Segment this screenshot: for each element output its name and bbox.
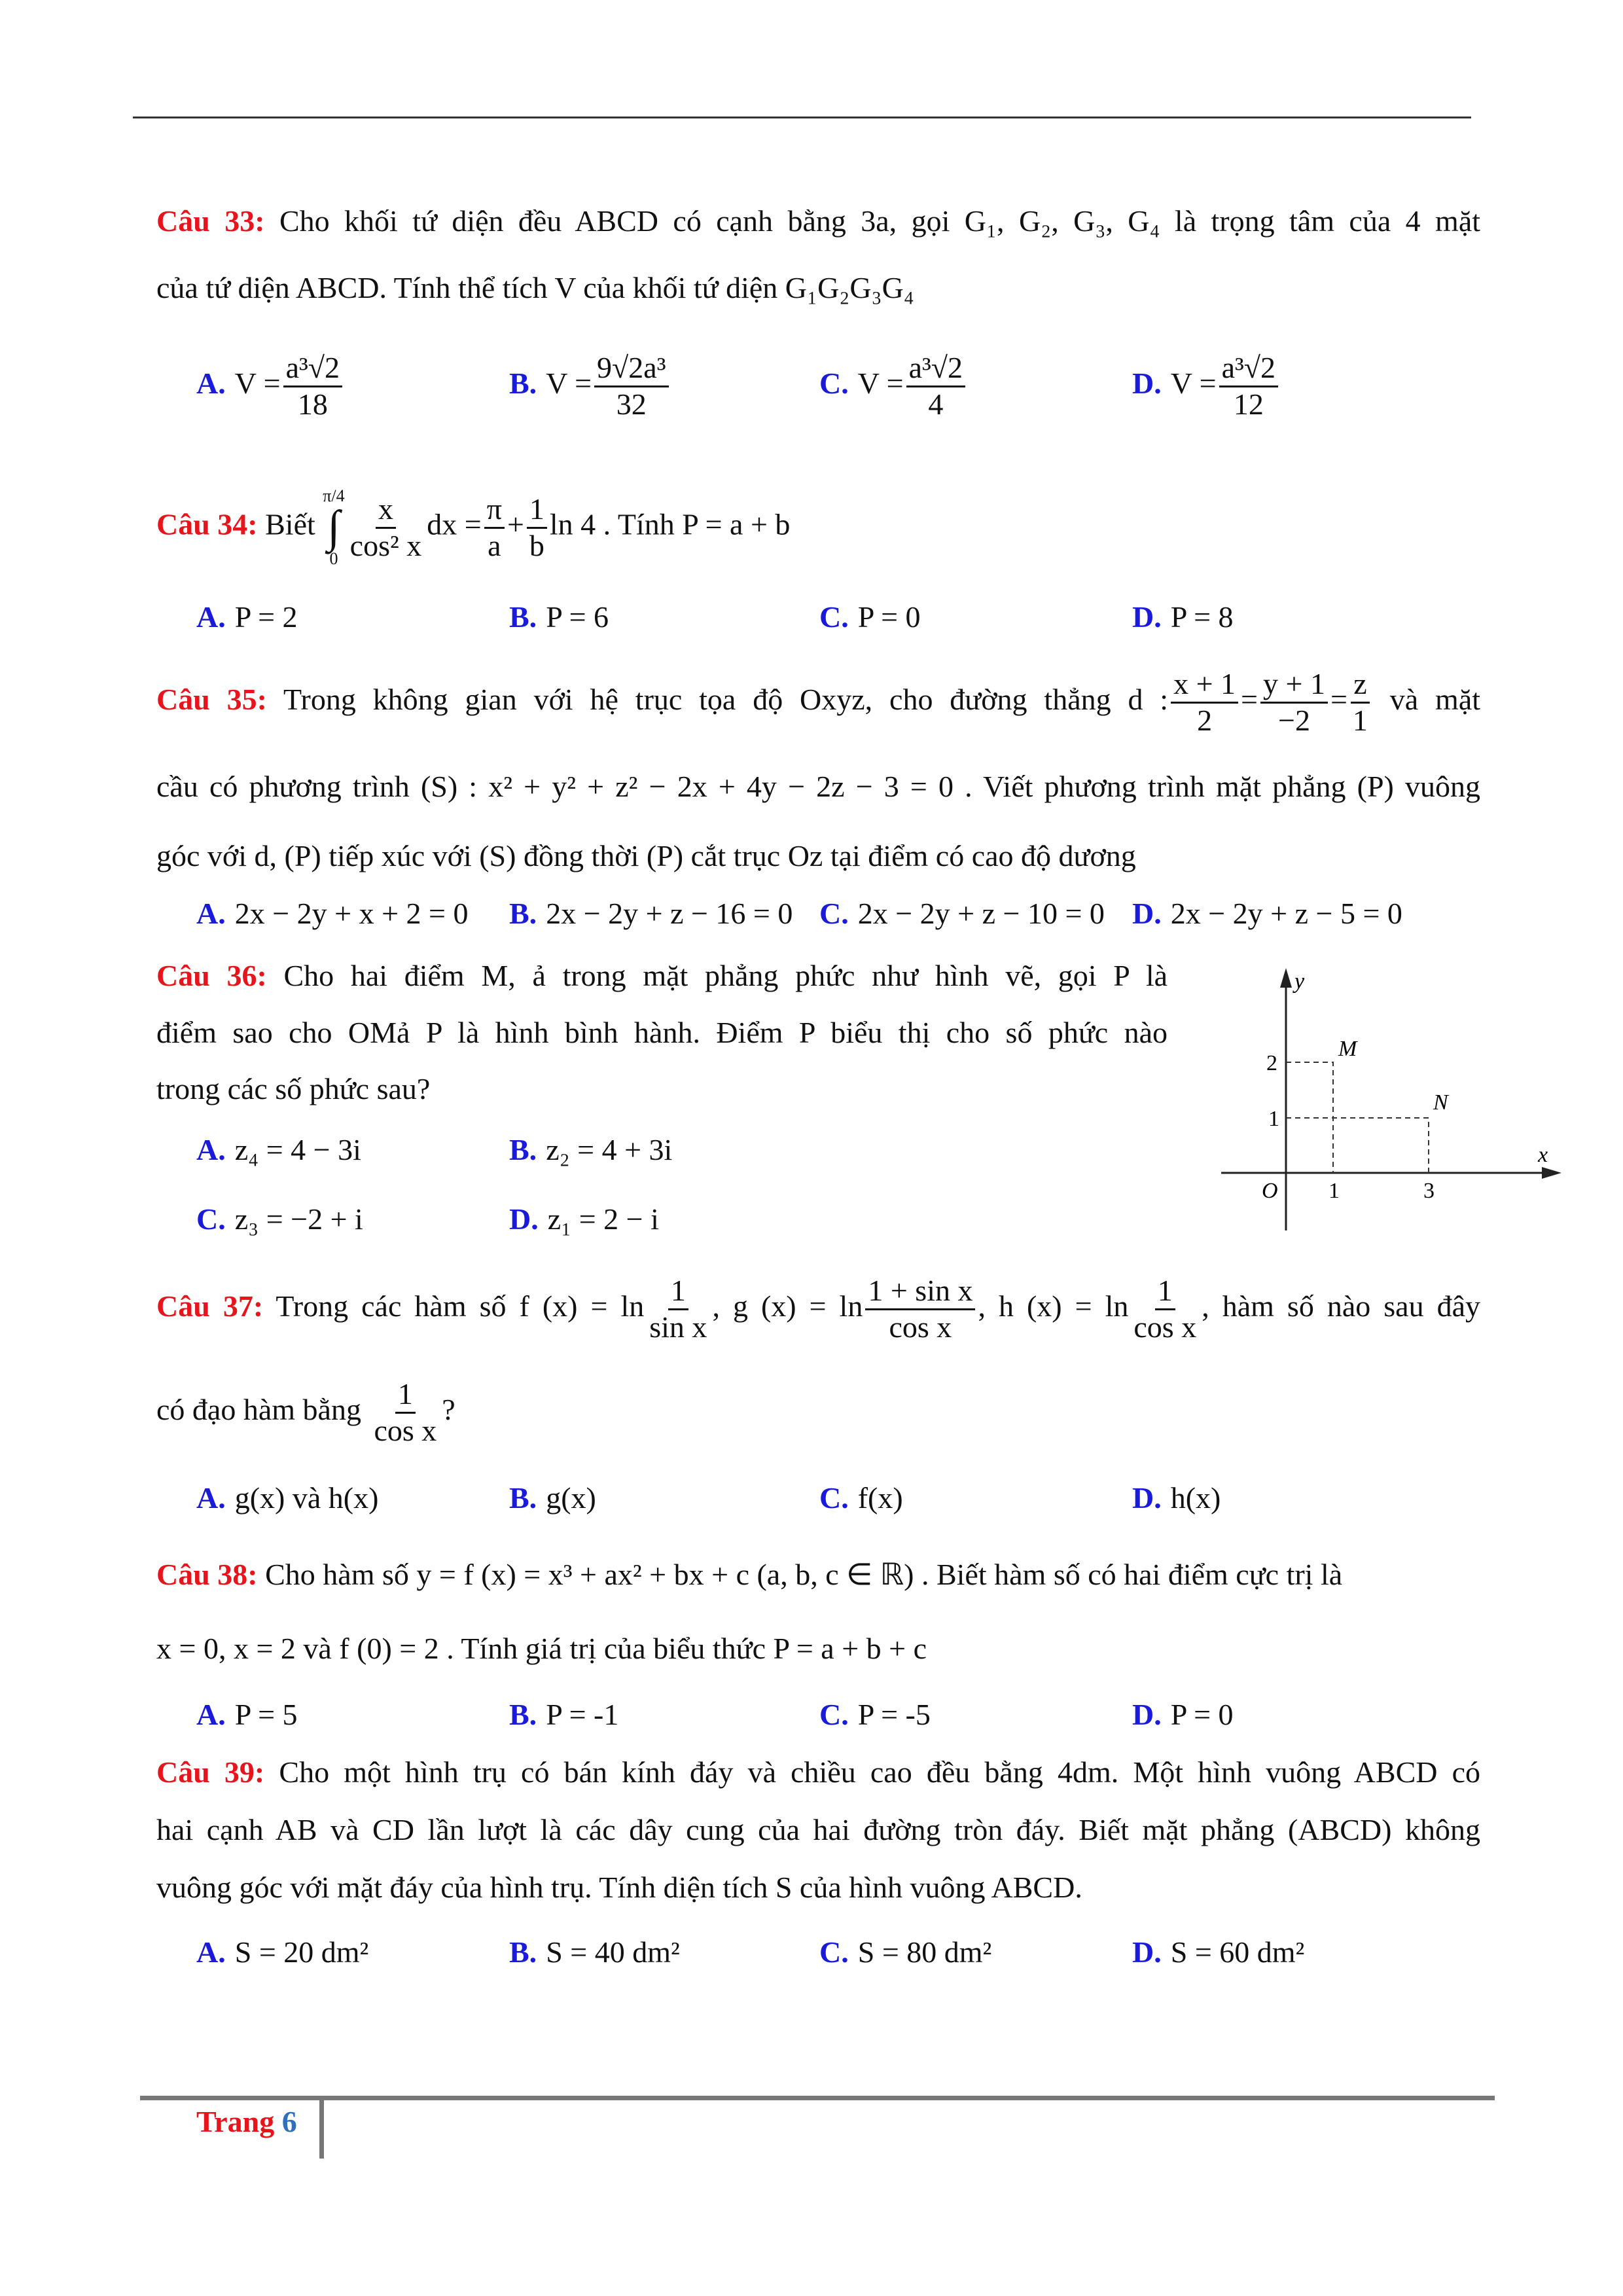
denominator: −2 <box>1278 703 1310 737</box>
q39-option-d[interactable] <box>1132 1920 1304 1985</box>
lower-limit: 0 <box>329 549 338 568</box>
option-text: P = 6 <box>546 600 609 634</box>
option-text: S = 40 dm² <box>546 1935 680 1969</box>
option-letter: C. <box>819 1935 849 1969</box>
denominator: cos² x <box>349 528 422 562</box>
option-text: S = 80 dm² <box>857 1935 992 1969</box>
q37-line2 <box>156 1374 1480 1446</box>
option-text: z₄ = 4 − 3i <box>234 1133 361 1166</box>
option-text: f(x) <box>857 1481 903 1515</box>
option-text: 2x − 2y + x + 2 = 0 <box>234 897 469 930</box>
option-letter: C. <box>819 897 849 930</box>
fraction <box>647 1274 709 1345</box>
q39-line3: vuông góc với mặt đáy của hình trụ. Tính diện tích S của hình vuông ABCD. <box>156 1871 1082 1904</box>
option-letter: C. <box>819 367 849 400</box>
denominator: sin x <box>649 1310 707 1344</box>
option-letter: B. <box>509 897 537 930</box>
q34-option-a[interactable] <box>196 584 298 650</box>
q35-option-b[interactable] <box>509 881 793 946</box>
q38-line2: x = 0, x = 2 và f (0) = 2 . Tính giá trị của biểu thức P = a + b + c <box>156 1632 927 1665</box>
q37-text: Trong các hàm số <box>276 1289 507 1323</box>
option-text: P = 0 <box>857 600 921 634</box>
fraction <box>1350 667 1370 738</box>
fraction <box>1260 667 1328 738</box>
q36-line3: trong các số phức sau? <box>156 1072 431 1105</box>
option-letter: D. <box>1132 1698 1162 1731</box>
fraction <box>371 1377 439 1448</box>
option-text: S = 20 dm² <box>234 1935 369 1969</box>
q38-option-a[interactable] <box>196 1682 298 1748</box>
option-letter: C. <box>819 600 849 634</box>
numerator: a³√2 <box>1219 351 1278 387</box>
fraction <box>594 351 668 422</box>
function-f: f (x) = ln <box>519 1289 645 1323</box>
fraction <box>348 492 425 564</box>
question-label: Câu 39: <box>156 1755 265 1789</box>
q36-text: Cho hai điểm M, ả trong mặt phẳng phức như hình vẽ, gọi P là <box>283 959 1168 992</box>
fraction <box>906 351 965 422</box>
q37-option-c[interactable] <box>819 1465 903 1531</box>
integral-sign: π/4 ∫ 0 <box>323 486 345 568</box>
q38-option-c[interactable] <box>819 1682 931 1748</box>
denominator: cos x <box>1133 1310 1197 1344</box>
option-letter: C. <box>819 1481 849 1515</box>
option-lhs: V = <box>857 367 904 400</box>
q38-line1 <box>156 1545 1480 1604</box>
denominator: a <box>488 528 501 562</box>
function-h: , h (x) = ln <box>978 1289 1129 1323</box>
numerator: π <box>484 492 505 529</box>
option-text: P = -1 <box>546 1698 619 1731</box>
option-letter: B. <box>509 1698 537 1731</box>
denominator: 18 <box>297 387 328 421</box>
q39-option-a[interactable] <box>196 1920 368 1985</box>
option-letter: A. <box>196 1481 226 1515</box>
numerator: 1 <box>527 492 547 529</box>
q33-line1 <box>156 192 1480 251</box>
question-label: Câu 33: <box>156 204 265 238</box>
option-lhs: V = <box>1170 367 1217 400</box>
numerator: x + 1 <box>1171 667 1238 704</box>
q39-line2: hai cạnh AB và CD lần lượt là các dây cung của hai đường tròn đáy. Biết mặt phẳng (ABCD) không <box>156 1813 1480 1846</box>
q35-option-a[interactable] <box>196 881 469 946</box>
option-letter: D. <box>1132 600 1162 634</box>
footer-divider <box>319 2096 324 2159</box>
q33-option-d[interactable] <box>1132 351 1281 421</box>
q38-text: Cho hàm số y = f (x) = x³ + ax² + bx + c (a, b, c ∈ ℝ) . Biết hàm số có hai điểm cực trị là <box>265 1558 1343 1591</box>
q37-option-d[interactable] <box>1132 1465 1221 1531</box>
origin-label: O <box>1262 1179 1278 1203</box>
q35-text-end: và mặt <box>1389 683 1481 716</box>
option-letter: D. <box>1132 1935 1162 1969</box>
point-n-label: N <box>1433 1090 1448 1115</box>
q33-option-b[interactable] <box>509 351 671 421</box>
q36-option-a[interactable] <box>196 1117 361 1183</box>
q36-option-d[interactable] <box>509 1187 659 1252</box>
x-tick-3: 3 <box>1423 1179 1435 1203</box>
question-mark: ? <box>442 1393 455 1426</box>
fraction <box>484 492 505 564</box>
option-text: g(x) và h(x) <box>234 1481 379 1515</box>
option-letter: A. <box>196 367 226 400</box>
x-tick-1: 1 <box>1329 1179 1340 1203</box>
numerator: 1 <box>668 1274 688 1310</box>
q37-option-a[interactable] <box>196 1465 378 1531</box>
option-letter: B. <box>509 1481 537 1515</box>
option-text: P = 8 <box>1170 600 1234 634</box>
q34-line1 <box>156 486 1480 568</box>
q34-text: Biết <box>265 507 315 541</box>
q34-text-end: ln 4 . Tính P = a + b <box>549 507 791 541</box>
option-text: z₃ = −2 + i <box>234 1202 363 1236</box>
q33-option-c[interactable] <box>819 351 968 421</box>
option-letter: A. <box>196 897 226 930</box>
q35-line2: cầu có phương trình (S) : x² + y² + z² − 2x + 4y − 2z − 3 = 0 . Viết phương trình mặt phẳng (P) vuông <box>156 770 1480 803</box>
question-label: Câu 34: <box>156 507 258 541</box>
page-label: Trang <box>196 2105 275 2138</box>
header-rule <box>133 117 1471 118</box>
option-letter: A. <box>196 1133 226 1166</box>
numerator: z <box>1351 667 1369 704</box>
option-letter: D. <box>1132 897 1162 930</box>
q33-text-end: là trọng tâm của 4 mặt <box>1174 204 1481 238</box>
option-text: z₁ = 2 − i <box>547 1202 659 1236</box>
q36-option-b[interactable] <box>509 1117 672 1183</box>
fraction <box>1219 351 1278 422</box>
option-letter: D. <box>1132 367 1162 400</box>
option-letter: A. <box>196 600 226 634</box>
denominator: cos x <box>889 1310 952 1344</box>
q35-line3: góc với d, (P) tiếp xúc với (S) đồng thời (P) cắt trục Oz tại điểm có cao độ dương <box>156 839 1136 872</box>
y-tick-1: 1 <box>1268 1107 1279 1131</box>
option-letter: B. <box>509 367 537 400</box>
option-text: 2x − 2y + z − 10 = 0 <box>857 897 1105 930</box>
q33-option-a[interactable] <box>196 351 345 421</box>
denominator: b <box>529 528 544 562</box>
option-letter: A. <box>196 1935 226 1969</box>
equals: = <box>1241 683 1258 716</box>
option-text: P = 5 <box>234 1698 298 1731</box>
option-text: 2x − 2y + z − 16 = 0 <box>546 897 793 930</box>
fraction <box>1171 667 1238 738</box>
option-letter: B. <box>509 600 537 634</box>
q37-text-end: , hàm số nào sau đây <box>1202 1289 1481 1323</box>
option-letter: D. <box>1132 1481 1162 1515</box>
numerator: a³√2 <box>906 351 965 387</box>
option-text: h(x) <box>1170 1481 1221 1515</box>
q36-option-c[interactable] <box>196 1187 363 1252</box>
fraction <box>865 1274 975 1345</box>
q39-line1 <box>156 1743 1480 1802</box>
option-letter: C. <box>819 1698 849 1731</box>
option-lhs: V = <box>546 367 592 400</box>
complex-plane-graph <box>1211 952 1577 1240</box>
option-text: z₂ = 4 + 3i <box>546 1133 673 1166</box>
q34-option-c[interactable] <box>819 584 921 650</box>
q39-option-c[interactable] <box>819 1920 991 1985</box>
q36-line1 <box>156 946 1168 1005</box>
page-value: 6 <box>281 2105 297 2138</box>
q37-line1 <box>156 1270 1480 1342</box>
q37-text2: có đạo hàm bằng <box>156 1393 361 1426</box>
option-letter: C. <box>196 1202 226 1236</box>
fraction <box>1131 1274 1199 1345</box>
q35-text: Trong không gian với hệ trục tọa độ Oxyz, cho đường thẳng d : <box>283 683 1169 716</box>
option-letter: A. <box>196 1698 226 1731</box>
q38-option-d[interactable] <box>1132 1682 1234 1748</box>
equals: = <box>1330 683 1347 716</box>
q34-option-d[interactable] <box>1132 584 1234 650</box>
numerator: a³√2 <box>283 351 342 387</box>
option-letter: D. <box>509 1202 539 1236</box>
fraction <box>527 492 547 564</box>
option-text: P = 2 <box>234 600 298 634</box>
denominator: 1 <box>1352 703 1368 737</box>
question-label: Câu 35: <box>156 683 267 716</box>
fraction <box>283 351 342 422</box>
numerator: 1 <box>395 1377 416 1414</box>
plus: + <box>507 507 524 541</box>
upper-limit: π/4 <box>323 486 345 505</box>
q35-option-d[interactable] <box>1132 881 1402 946</box>
option-text: 2x − 2y + z − 5 = 0 <box>1170 897 1402 930</box>
question-label: Câu 38: <box>156 1558 258 1591</box>
footer-rule <box>140 2096 1495 2100</box>
denominator: 2 <box>1197 703 1213 737</box>
question-label: Câu 36: <box>156 959 267 992</box>
q34-option-b[interactable] <box>509 584 609 650</box>
q39-text: Cho một hình trụ có bán kính đáy và chiều cao đều bằng 4dm. Một hình vuông ABCD có <box>279 1755 1481 1789</box>
question-label: Câu 37: <box>156 1289 264 1323</box>
q38-option-b[interactable] <box>509 1682 618 1748</box>
q35-line1 <box>156 664 1480 736</box>
q39-option-b[interactable] <box>509 1920 680 1985</box>
denominator: 32 <box>616 387 647 421</box>
denominator: 12 <box>1233 387 1264 421</box>
y-tick-2: 2 <box>1266 1051 1277 1075</box>
option-letter: B. <box>509 1133 537 1166</box>
x-axis-label: x <box>1538 1143 1548 1167</box>
y-axis-label: y <box>1294 969 1305 994</box>
option-text: S = 60 dm² <box>1170 1935 1305 1969</box>
point-m-label: M <box>1338 1037 1357 1061</box>
option-lhs: V = <box>234 367 281 400</box>
q36-line2: điểm sao cho OMả P là hình bình hành. Điểm P biểu thị cho số phức nào <box>156 1016 1168 1049</box>
page-number <box>196 2104 297 2139</box>
numerator: y + 1 <box>1260 667 1328 704</box>
q33-line2: của tứ diện ABCD. Tính thể tích V của khối tứ diện G₁G₂G₃G₄ <box>156 271 914 304</box>
denominator: cos x <box>374 1413 437 1447</box>
numerator: 9√2a³ <box>594 351 668 387</box>
dx: dx = <box>427 507 482 541</box>
option-text: g(x) <box>546 1481 596 1515</box>
guide-n <box>1286 1118 1429 1173</box>
q33-text: Cho khối tứ diện đều ABCD có cạnh bằng 3a, gọi <box>279 204 950 238</box>
numerator: 1 + sin x <box>865 1274 975 1310</box>
numerator: 1 <box>1155 1274 1175 1310</box>
function-g: , g (x) = ln <box>712 1289 863 1323</box>
option-letter: B. <box>509 1935 537 1969</box>
numerator: x <box>376 492 396 529</box>
q33-points: G₁, G₂, G₃, G₄ <box>964 204 1160 238</box>
denominator: 4 <box>928 387 944 421</box>
q35-option-c[interactable] <box>819 881 1105 946</box>
option-text: P = -5 <box>857 1698 931 1731</box>
option-text: P = 0 <box>1170 1698 1234 1731</box>
q37-option-b[interactable] <box>509 1465 596 1531</box>
